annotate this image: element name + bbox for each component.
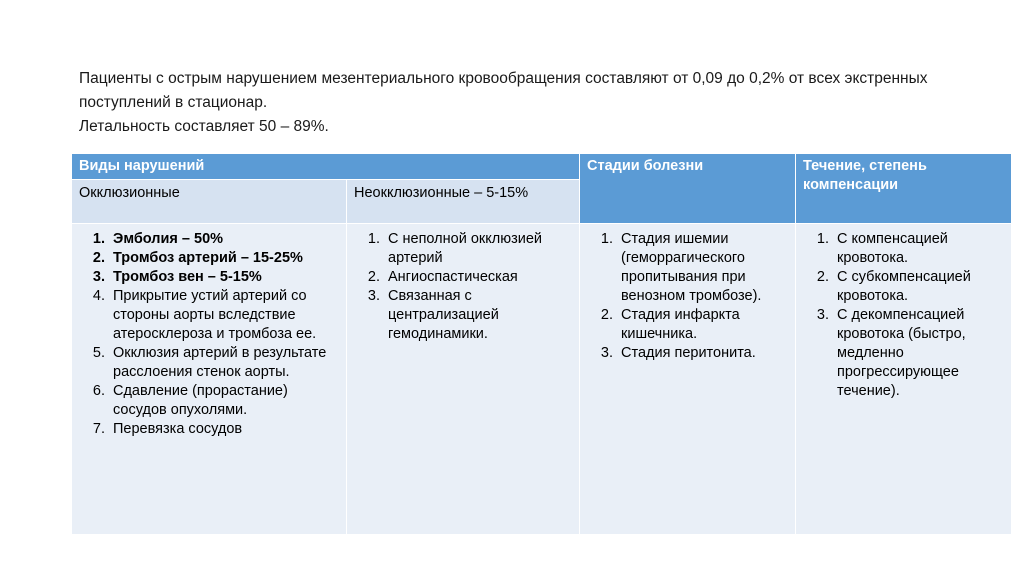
list-item: 6. Сдавление (прорастание) сосудов опухолями. <box>109 382 339 420</box>
list-item: 7. Перевязка сосудов <box>109 420 339 439</box>
intro-line-1: Пациенты с острым нарушением мезентериального кровообращения составляют от 0,09 до 0,2% от всех экстренных поступлений в стационар. <box>79 70 928 111</box>
intro-text <box>79 67 979 139</box>
table-body-row <box>72 224 1012 535</box>
list-item: 1. С неполной окклюзией артерий <box>384 230 572 268</box>
subheader-occlusive: Окклюзионные <box>72 180 347 224</box>
occlusive-list <box>79 230 339 439</box>
list-item: 1. Эмболия – 50% <box>109 230 339 249</box>
header-course: Течение, степень компенсации <box>796 154 1012 224</box>
table-header-row <box>72 154 1012 180</box>
list-item: 1. С компенсацией кровотока. <box>833 230 1004 268</box>
stages-list <box>587 230 788 363</box>
list-item: 1. Стадия ишемии (геморрагического пропитывания при венозном тромбозе). <box>617 230 788 306</box>
occlusive-cell <box>72 224 347 535</box>
list-item: 2. Тромбоз артерий – 15-25% <box>109 249 339 268</box>
list-item: 4. Прикрытие устий артерий со стороны аорты вследствие атеросклероза и тромбоза ее. <box>109 287 339 344</box>
header-stages: Стадии болезни <box>580 154 796 224</box>
course-cell <box>796 224 1012 535</box>
stages-cell <box>580 224 796 535</box>
list-item: 3. Стадия перитонита. <box>617 344 788 363</box>
non-occlusive-list <box>354 230 572 344</box>
disorders-table <box>71 153 1012 535</box>
intro-line-2: Летальность составляет 50 – 89%. <box>79 118 329 135</box>
header-types: Виды нарушений <box>72 154 580 180</box>
list-item: 2. Стадия инфаркта кишечника. <box>617 306 788 344</box>
list-item: 3. С декомпенсацией кровотока (быстро, медленно прогрессирующее течение). <box>833 306 1004 401</box>
non-occlusive-cell <box>347 224 580 535</box>
list-item: 3. Связанная с централизацией гемодинамики. <box>384 287 572 344</box>
list-item: 5. Окклюзия артерий в результате расслоения стенок аорты. <box>109 344 339 382</box>
subheader-non-occlusive: Неокклюзионные – 5-15% <box>347 180 580 224</box>
list-item: 2. С субкомпенсацией кровотока. <box>833 268 1004 306</box>
list-item: 3. Тромбоз вен – 5-15% <box>109 268 339 287</box>
list-item: 2. Ангиоспастическая <box>384 268 572 287</box>
course-list <box>803 230 1004 401</box>
